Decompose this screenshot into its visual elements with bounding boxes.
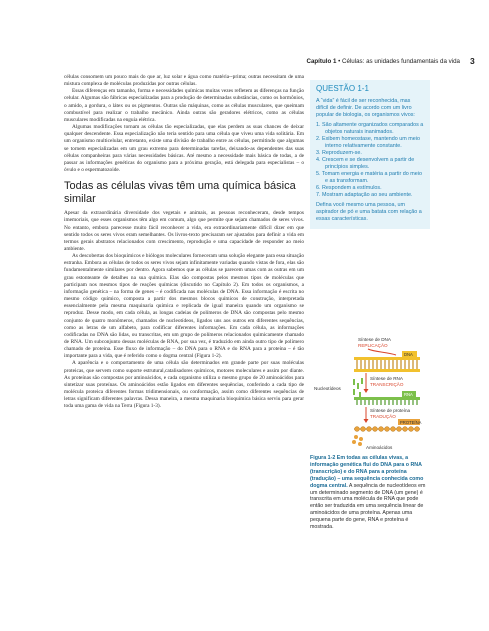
dna-double-helix: [354, 357, 420, 372]
question-outro: Defina você mesmo uma pessoa, um aspirador de pó e uma batata com relação a essas características.: [316, 202, 422, 222]
page-number: 3: [470, 56, 475, 66]
paragraph: A aparência e o comportamento de uma célula são determinados em grande parte por suas moléculas proteicas, que servem como suporte estrutural,catalisadores químicos, motores moleculares e assim por diante. As proteínas são compostas por aminoácidos, e cada organismo utiliza o mesmo grupo de 20 aminoácidos para sintetizar suas proteínas. Os aminoácidos estão ligados em diferentes sequências, conferindo a cada tipo de molécula proteica diferentes formas tridimensionais, ou conformação, assim como diferentes sequências de letras significam diferentes palavras. Dessa maneira, a mesma maquinaria bioquímica básica serviu para gerar toda uma gama de vida na Terra (Figura 1-3).: [64, 360, 304, 410]
central-dogma-figure: [310, 333, 430, 453]
question-item: 6. Respondem a estímulos.: [316, 185, 382, 191]
question-item: 5. Tomam energia e matéria a partir do meio e as transformam.: [316, 171, 422, 184]
label-replication: REPLICAÇÃO: [358, 343, 388, 348]
question-title-prefix: QUESTÃO: [316, 84, 356, 93]
aminoacids-cluster: [352, 435, 363, 446]
central-dogma-diagram: [310, 333, 430, 453]
running-head: [190, 58, 460, 65]
question-item: 3. Reproduzem-se.: [316, 150, 362, 156]
label-protein: PROTEÍNA: [400, 419, 422, 425]
paragraph: Apesar da extraordinária diversidade dos vegetais e animais, as pessoas reconheceram, desde tempos imemoriais, que esses organismos têm algo em comum, algo que permite que sejam chamados de seres vivos. No entanto, embora parecesse muito fácil reconhecer a vida, era extraordinariamente difícil dizer em que sentido todos os seres vivos eram semelhantes. Os livros-texto precisaram ser ajustados para definir a vida em termos gerais abstratos relacionados com crescimento, reprodução e uma capacidade de responder ao meio ambiente.: [64, 210, 304, 252]
label-nucleotides: Nucleotídeos: [314, 386, 341, 391]
section-heading: Todas as células vivas têm uma química básica similar: [64, 180, 296, 205]
paragraph: Algumas modificações tornam as células tão especializadas, que elas perdem as suas chances de deixar qualquer descendente. Essa especialização não teria sentido para uma célula que viveu uma vida solitária. Em um organismo multicelular, entretanto, existe uma divisão de trabalho entre as células, permitindo que algumas se tornem especializadas em um grau extremo para determinadas tarefas, deixando-as dependentes das suas células companheiras para várias necessidades básicas. Até mesmo a necessidade mais básica de todas, a de passar as informações genéticas do organismo para a próxima geração, está delegada para especialistas – o óvulo e o espermatozoide.: [64, 124, 304, 174]
caption-lead: Figura 1-2 Em todas as células vivas, a informação genética flui do DNA para o RNA (transcrição) e do RNA para a proteína (tradução) – uma sequência conhecida como dogma central.: [310, 455, 424, 489]
rna-strand: [354, 397, 420, 405]
protein-chain: [354, 427, 420, 432]
paragraph: Essas diferenças em tamanho, forma e necessidades químicas muitas vezes refletem as diferenças na função celular. Algumas são fábricas especializadas para a produção de determinadas substâncias, como os hormônios, o amido, a gordura, o látex ou os pigmentos. Outras são máquinas, como as células musculares, que queimam combustível para realizar o trabalho mecânico. Ainda outras são geradores elétricos, como as células musculares modificadas na enguia elétrica.: [64, 88, 304, 123]
header-separator: •: [336, 58, 343, 65]
chapter-label: Capítulo 1: [306, 58, 337, 65]
question-box: [310, 80, 430, 229]
transcription-arrowhead: [364, 389, 369, 393]
translation-arrowhead: [364, 419, 369, 423]
label-dna-synthesis: Síntese de DNA: [358, 337, 391, 342]
label-protein-synthesis: Síntese de proteína: [370, 408, 411, 413]
figure-caption: [310, 455, 430, 531]
label-aminoacids: Aminoácidos: [366, 445, 393, 450]
nucleotides-cluster: [354, 378, 362, 398]
label-rna: RNA: [404, 391, 413, 397]
label-dna: DNA: [404, 351, 413, 357]
question-item: 2. Exibem homeostase, mantendo um meio interno relativamente constante.: [316, 136, 420, 149]
replication-arrow: [368, 349, 396, 355]
label-translation: TRADUÇÃO: [370, 414, 396, 419]
paragraph: células consomem um pouco mais do que ar, luz solar e água como matéria--prima; outras necessitam de uma mistura complexa de moléculas produzidas por outras células.: [64, 74, 304, 88]
question-intro: A “vida” é fácil de ser reconhecida, mas difícil de definir. De acordo com um livro popular de biologia, os organismos vivos:: [316, 98, 415, 118]
chapter-title: Células: as unidades fundamentais da vida: [342, 58, 460, 65]
label-rna-synthesis: Síntese de RNA: [370, 376, 403, 381]
question-item: 7. Mostram adaptação ao seu ambiente.: [316, 192, 413, 198]
question-item: 4. Crescem e se desenvolvem a partir de princípios simples.: [316, 157, 415, 170]
question-title: [316, 84, 424, 93]
main-text-column: [64, 74, 304, 411]
paragraph: As descobertas dos bioquímicos e biólogos moleculares forneceram uma solução elegante para essa situação estranha. Embora as células de todos os seres vivos sejam infinitamente variadas quando vistas de fora, elas são fundamentalmente similares por dentro. Agora sabemos que as células se parecem umas com as outras em um grau estonteante de detalhes na sua química. Elas são compostas pelos mesmos tipos de moléculas que participam nos mesmos tipos de reações químicas (discutido no Capítulo 2). Em todos os organismos, a informação genética – na forma de genes – é codificada nas moléculas de DNA. Essa informação é escrita no mesmo código químico, composta a partir dos mesmos blocos químicos de construção, interpretada essencialmente pela mesma maquinaria química e replicada de igual maneira quando um organismo se reproduz. Desse modo, em cada célula, as longas cadeias de polímeros de DNA são compostas pelo mesmo conjunto de quatro monômeros, chamados de nucleotídeos, ligados uns aos outros em diferentes sequências, como as letras de um alfabeto, para codificar diferentes informações. Em cada célula, as informações codificadas no DNA são lidas, ou transcritas, em um grupo de polímeros relacionados quimicamente chamado de RNA. Um subconjunto dessas moléculas de RNA, por sua vez, é traduzido em ainda outro tipo de polímero chamado de proteína. Esse fluxo de informação – do DNA para o RNA e do RNA para a proteína – é tão importante para a vida, que é referido como o dogma central (Figura 1-2).: [64, 253, 304, 360]
question-title-number: 1-1: [357, 84, 369, 93]
label-transcription: TRANSCRIÇÃO: [370, 382, 404, 387]
caption-body: A sequência de nucleotídeos em um determinado segmento de DNA (um gene) é transcrita em uma molécula de RNA que pode então ser traduzida em uma sequência linear de aminoácidos de uma proteína. Apenas uma pequena parte do gene, RNA e proteína é mostrada.: [310, 482, 426, 531]
question-list: [316, 122, 424, 199]
question-item: 1. São altamente organizados comparados a objetos naturais inanimados.: [316, 122, 424, 135]
